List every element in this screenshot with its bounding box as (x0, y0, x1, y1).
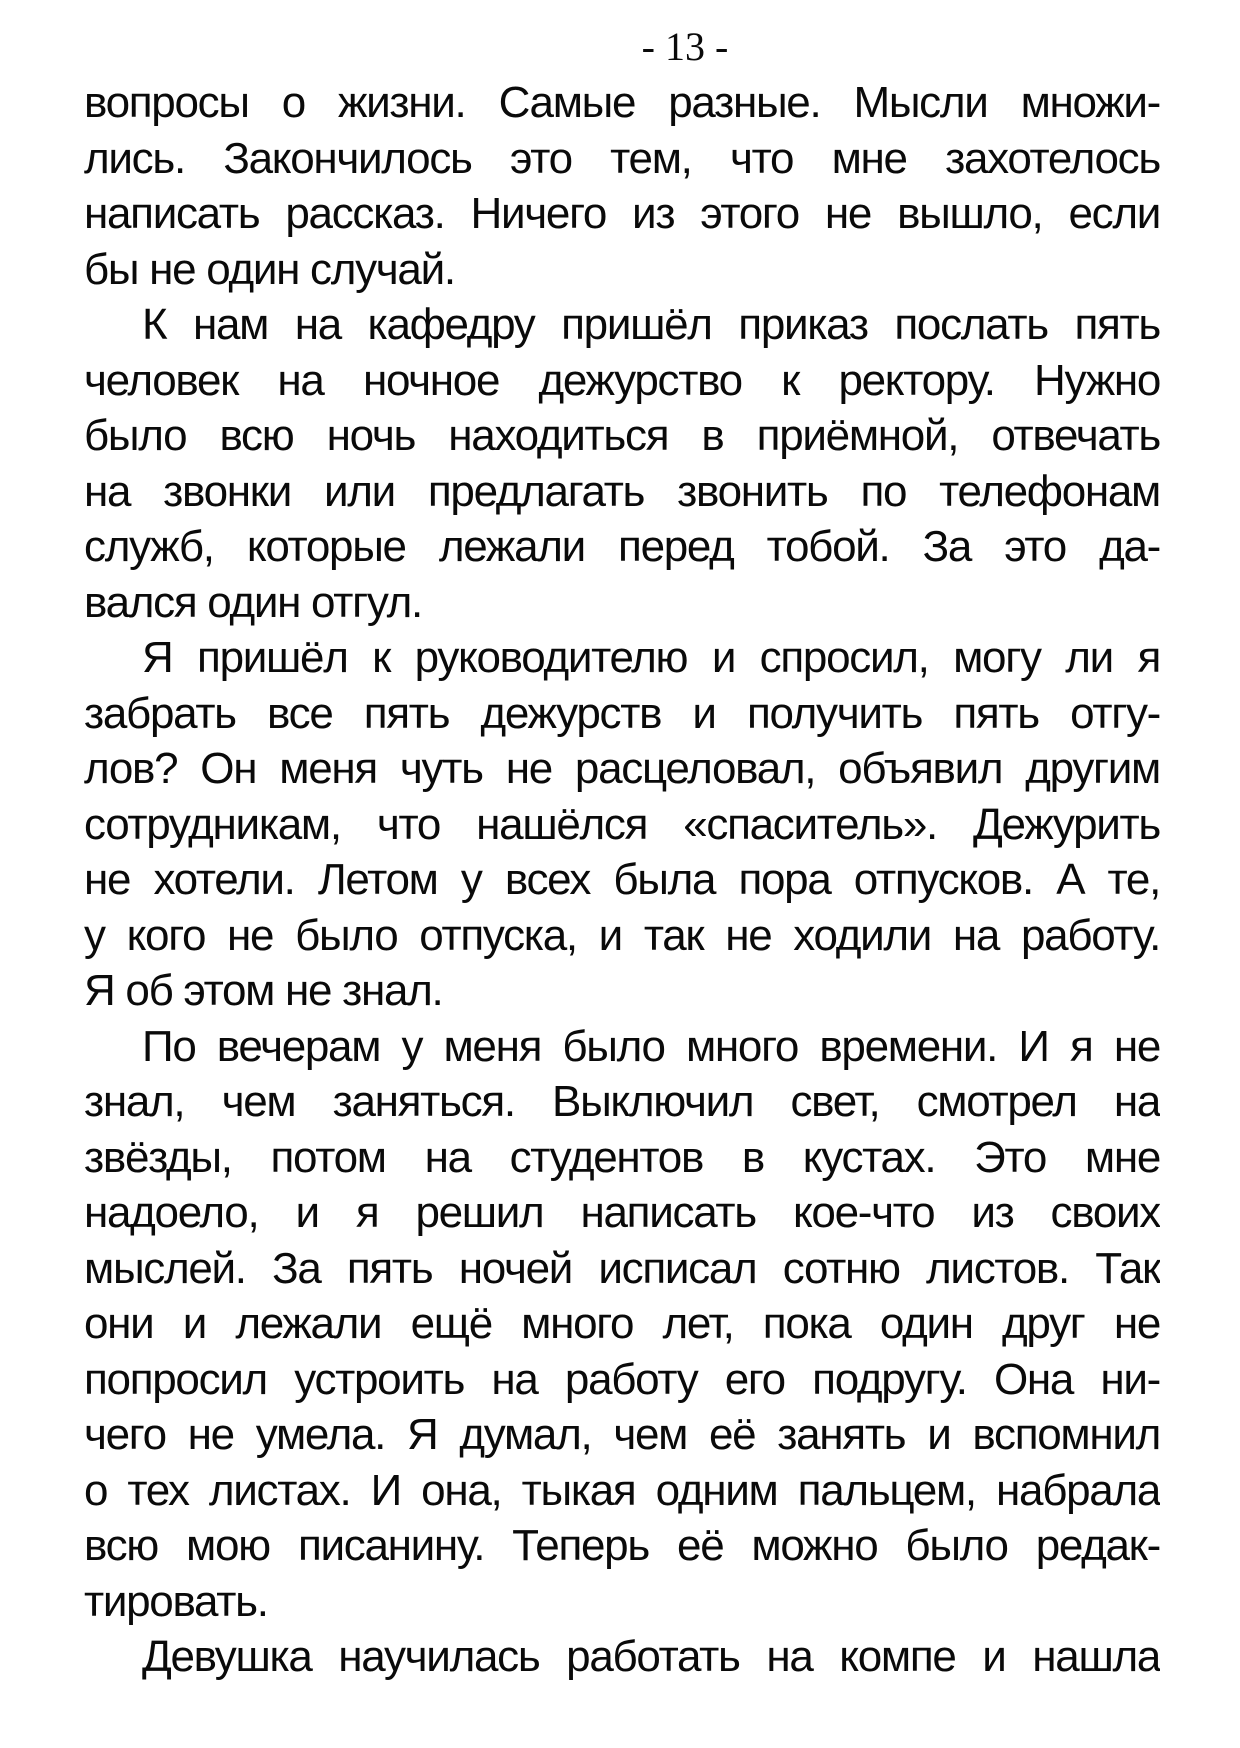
text-line: чего не умела. Я думал, чем её занять и вспомнил (84, 1410, 1160, 1459)
text-line: попросил устроить на работу его подругу. Она ни- (84, 1354, 1160, 1404)
text-line: не хотели. Летом у всех была пора отпусков. А те, (84, 855, 1160, 904)
text-line: было всю ночь находиться в приёмной, отвечать (84, 411, 1160, 460)
paragraph-5 (84, 1629, 1160, 1685)
paragraph-1 (84, 75, 1160, 297)
text-line: Девушка научилась работать на компе и нашла (142, 1632, 1160, 1681)
text-line: мыслей. За пять ночей исписал сотню листов. Так (84, 1243, 1160, 1293)
text-line: написать рассказ. Ничего из этого не вышло, если (84, 189, 1160, 238)
text-line: Я об этом не знал. (84, 966, 443, 1015)
text-line: служб, которые лежали перед тобой. За это да- (84, 522, 1160, 571)
text-line: человек на ночное дежурство к ректору. Нужно (84, 355, 1160, 405)
text-line: Я пришёл к руководителю и спросил, могу ли я (142, 633, 1160, 682)
text-line: вопросы о жизни. Самые разные. Мысли множи- (84, 78, 1160, 127)
text-line: у кого не было отпуска, и так не ходили на работу. (84, 910, 1160, 960)
body-text (84, 75, 1160, 1685)
text-line: надоело, и я решил написать кое-что из своих (84, 1188, 1160, 1237)
text-line: забрать все пять дежурств и получить пять отгу- (84, 688, 1160, 738)
text-line: лов? Он меня чуть не расцеловал, объявил другим (84, 744, 1160, 793)
text-line: знал, чем заняться. Выключил свет, смотрел на (84, 1077, 1160, 1126)
text-line: сотрудникам, что нашёлся «спаситель». Дежурить (84, 799, 1160, 849)
text-line: По вечерам у меня было много времени. И я не (142, 1021, 1160, 1071)
text-line: всю мою писанину. Теперь её можно было редак- (84, 1521, 1160, 1570)
text-line: лись. Закончилось это тем, что мне захотелось (84, 133, 1160, 183)
text-line: на звонки или предлагать звонить по телефонам (84, 466, 1160, 516)
text-line: о тех листах. И она, тыкая одним пальцем, набрала (84, 1465, 1160, 1515)
text-line: К нам на кафедру пришёл приказ послать пять (142, 300, 1160, 349)
paragraph-3 (84, 630, 1160, 1019)
page-number: - 13 - (641, 24, 729, 69)
text-line: вался один отгул. (84, 577, 422, 627)
paragraph-4 (84, 1019, 1160, 1630)
text-line: они и лежали ещё много лет, пока один друг не (84, 1299, 1160, 1348)
text-line: тировать. (84, 1576, 268, 1626)
paragraph-2 (84, 297, 1160, 630)
text-line: бы не один случай. (84, 244, 455, 294)
text-line: звёзды, потом на студентов в кустах. Это мне (84, 1132, 1160, 1182)
